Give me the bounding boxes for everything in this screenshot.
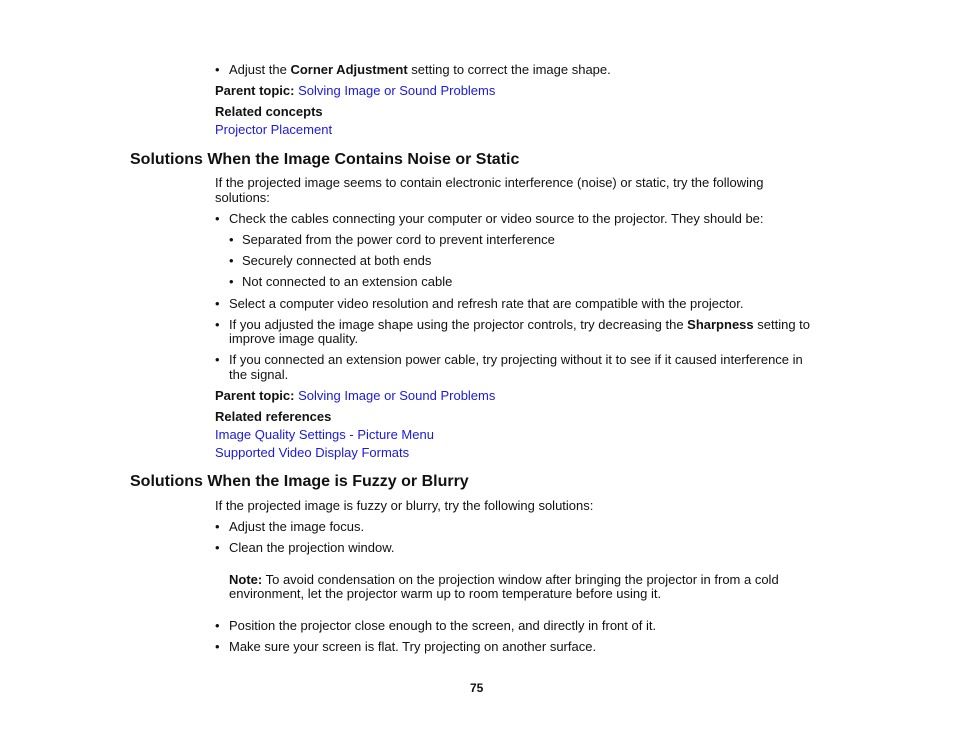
note-line2: environment, let the projector warm up to room temperature before using it. bbox=[229, 586, 662, 601]
bullet-text: If you adjusted the image shape using the projector controls, try decreasing the bbox=[229, 317, 688, 332]
sub-bullet-marker: • bbox=[229, 232, 234, 247]
related-references-heading: Related references bbox=[215, 409, 332, 424]
bullet-text: Adjust the bbox=[229, 62, 291, 77]
sub-bullet-marker: • bbox=[229, 253, 234, 268]
bullet-marker: • bbox=[215, 618, 220, 633]
screen-flat-bullet: Make sure your screen is flat. Try projecting on another surface. bbox=[229, 639, 597, 654]
extension-cable-bullet-line1: If you connected an extension power cable, try projecting without it to see if it caused interference in bbox=[229, 352, 803, 367]
projector-placement-link[interactable]: Projector Placement bbox=[215, 122, 333, 137]
check-cables-bullet: Check the cables connecting your computer or video source to the projector. They should be: bbox=[229, 211, 764, 226]
parent-topic-label: Parent topic: bbox=[215, 388, 295, 403]
sub-bullet-separated: Separated from the power cord to prevent interference bbox=[242, 232, 555, 247]
fuzzy-intro: If the projected image is fuzzy or blurry, try the following solutions: bbox=[215, 498, 594, 513]
sharpness-bullet-line1 bbox=[229, 317, 810, 332]
clean-window-bullet: Clean the projection window. bbox=[229, 540, 395, 555]
noise-section-heading: Solutions When the Image Contains Noise or Static bbox=[130, 151, 520, 168]
parent-topic bbox=[215, 83, 495, 98]
extension-cable-bullet-line2: the signal. bbox=[229, 367, 289, 382]
noise-intro-line1: If the projected image seems to contain electronic interference (noise) or static, try the following bbox=[215, 175, 764, 190]
resolution-bullet: Select a computer video resolution and refresh rate that are compatible with the projector. bbox=[229, 296, 744, 311]
image-quality-settings-link[interactable]: Image Quality Settings - Picture Menu bbox=[215, 427, 434, 442]
position-projector-bullet: Position the projector close enough to the screen, and directly in front of it. bbox=[229, 618, 657, 633]
parent-topic-label: Parent topic: bbox=[215, 83, 295, 98]
parent-topic-link[interactable]: Solving Image or Sound Problems bbox=[298, 388, 496, 403]
bullet-marker: • bbox=[215, 519, 220, 534]
parent-topic-link[interactable]: Solving Image or Sound Problems bbox=[298, 83, 496, 98]
sub-bullet-extension: Not connected to an extension cable bbox=[242, 274, 453, 289]
bullet-marker: • bbox=[215, 62, 220, 77]
setting-name: Sharpness bbox=[687, 317, 754, 332]
noise-intro-line2: solutions: bbox=[215, 190, 270, 205]
corner-adjustment-bullet bbox=[229, 62, 611, 77]
bullet-text: setting to correct the image shape. bbox=[407, 62, 611, 77]
sharpness-bullet-line2: improve image quality. bbox=[229, 331, 359, 346]
sub-bullet-marker: • bbox=[229, 274, 234, 289]
setting-name: Corner Adjustment bbox=[290, 62, 408, 77]
bullet-marker: • bbox=[215, 639, 220, 654]
sub-bullet-securely: Securely connected at both ends bbox=[242, 253, 432, 268]
page-number: 75 bbox=[470, 681, 484, 695]
bullet-marker: • bbox=[215, 296, 220, 311]
bullet-marker: • bbox=[215, 540, 220, 555]
bullet-marker: • bbox=[215, 317, 220, 332]
note-label: Note: bbox=[229, 572, 263, 587]
supported-video-formats-link[interactable]: Supported Video Display Formats bbox=[215, 445, 410, 460]
fuzzy-section-heading: Solutions When the Image is Fuzzy or Blurry bbox=[130, 473, 469, 490]
parent-topic bbox=[215, 388, 495, 403]
related-concepts-heading: Related concepts bbox=[215, 104, 323, 119]
bullet-marker: • bbox=[215, 352, 220, 367]
adjust-focus-bullet: Adjust the image focus. bbox=[229, 519, 365, 534]
bullet-text: setting to bbox=[753, 317, 811, 332]
note-text: To avoid condensation on the projection window after bringing the projector in from a cold bbox=[262, 572, 779, 587]
bullet-marker: • bbox=[215, 211, 220, 226]
note-line1 bbox=[229, 572, 779, 587]
